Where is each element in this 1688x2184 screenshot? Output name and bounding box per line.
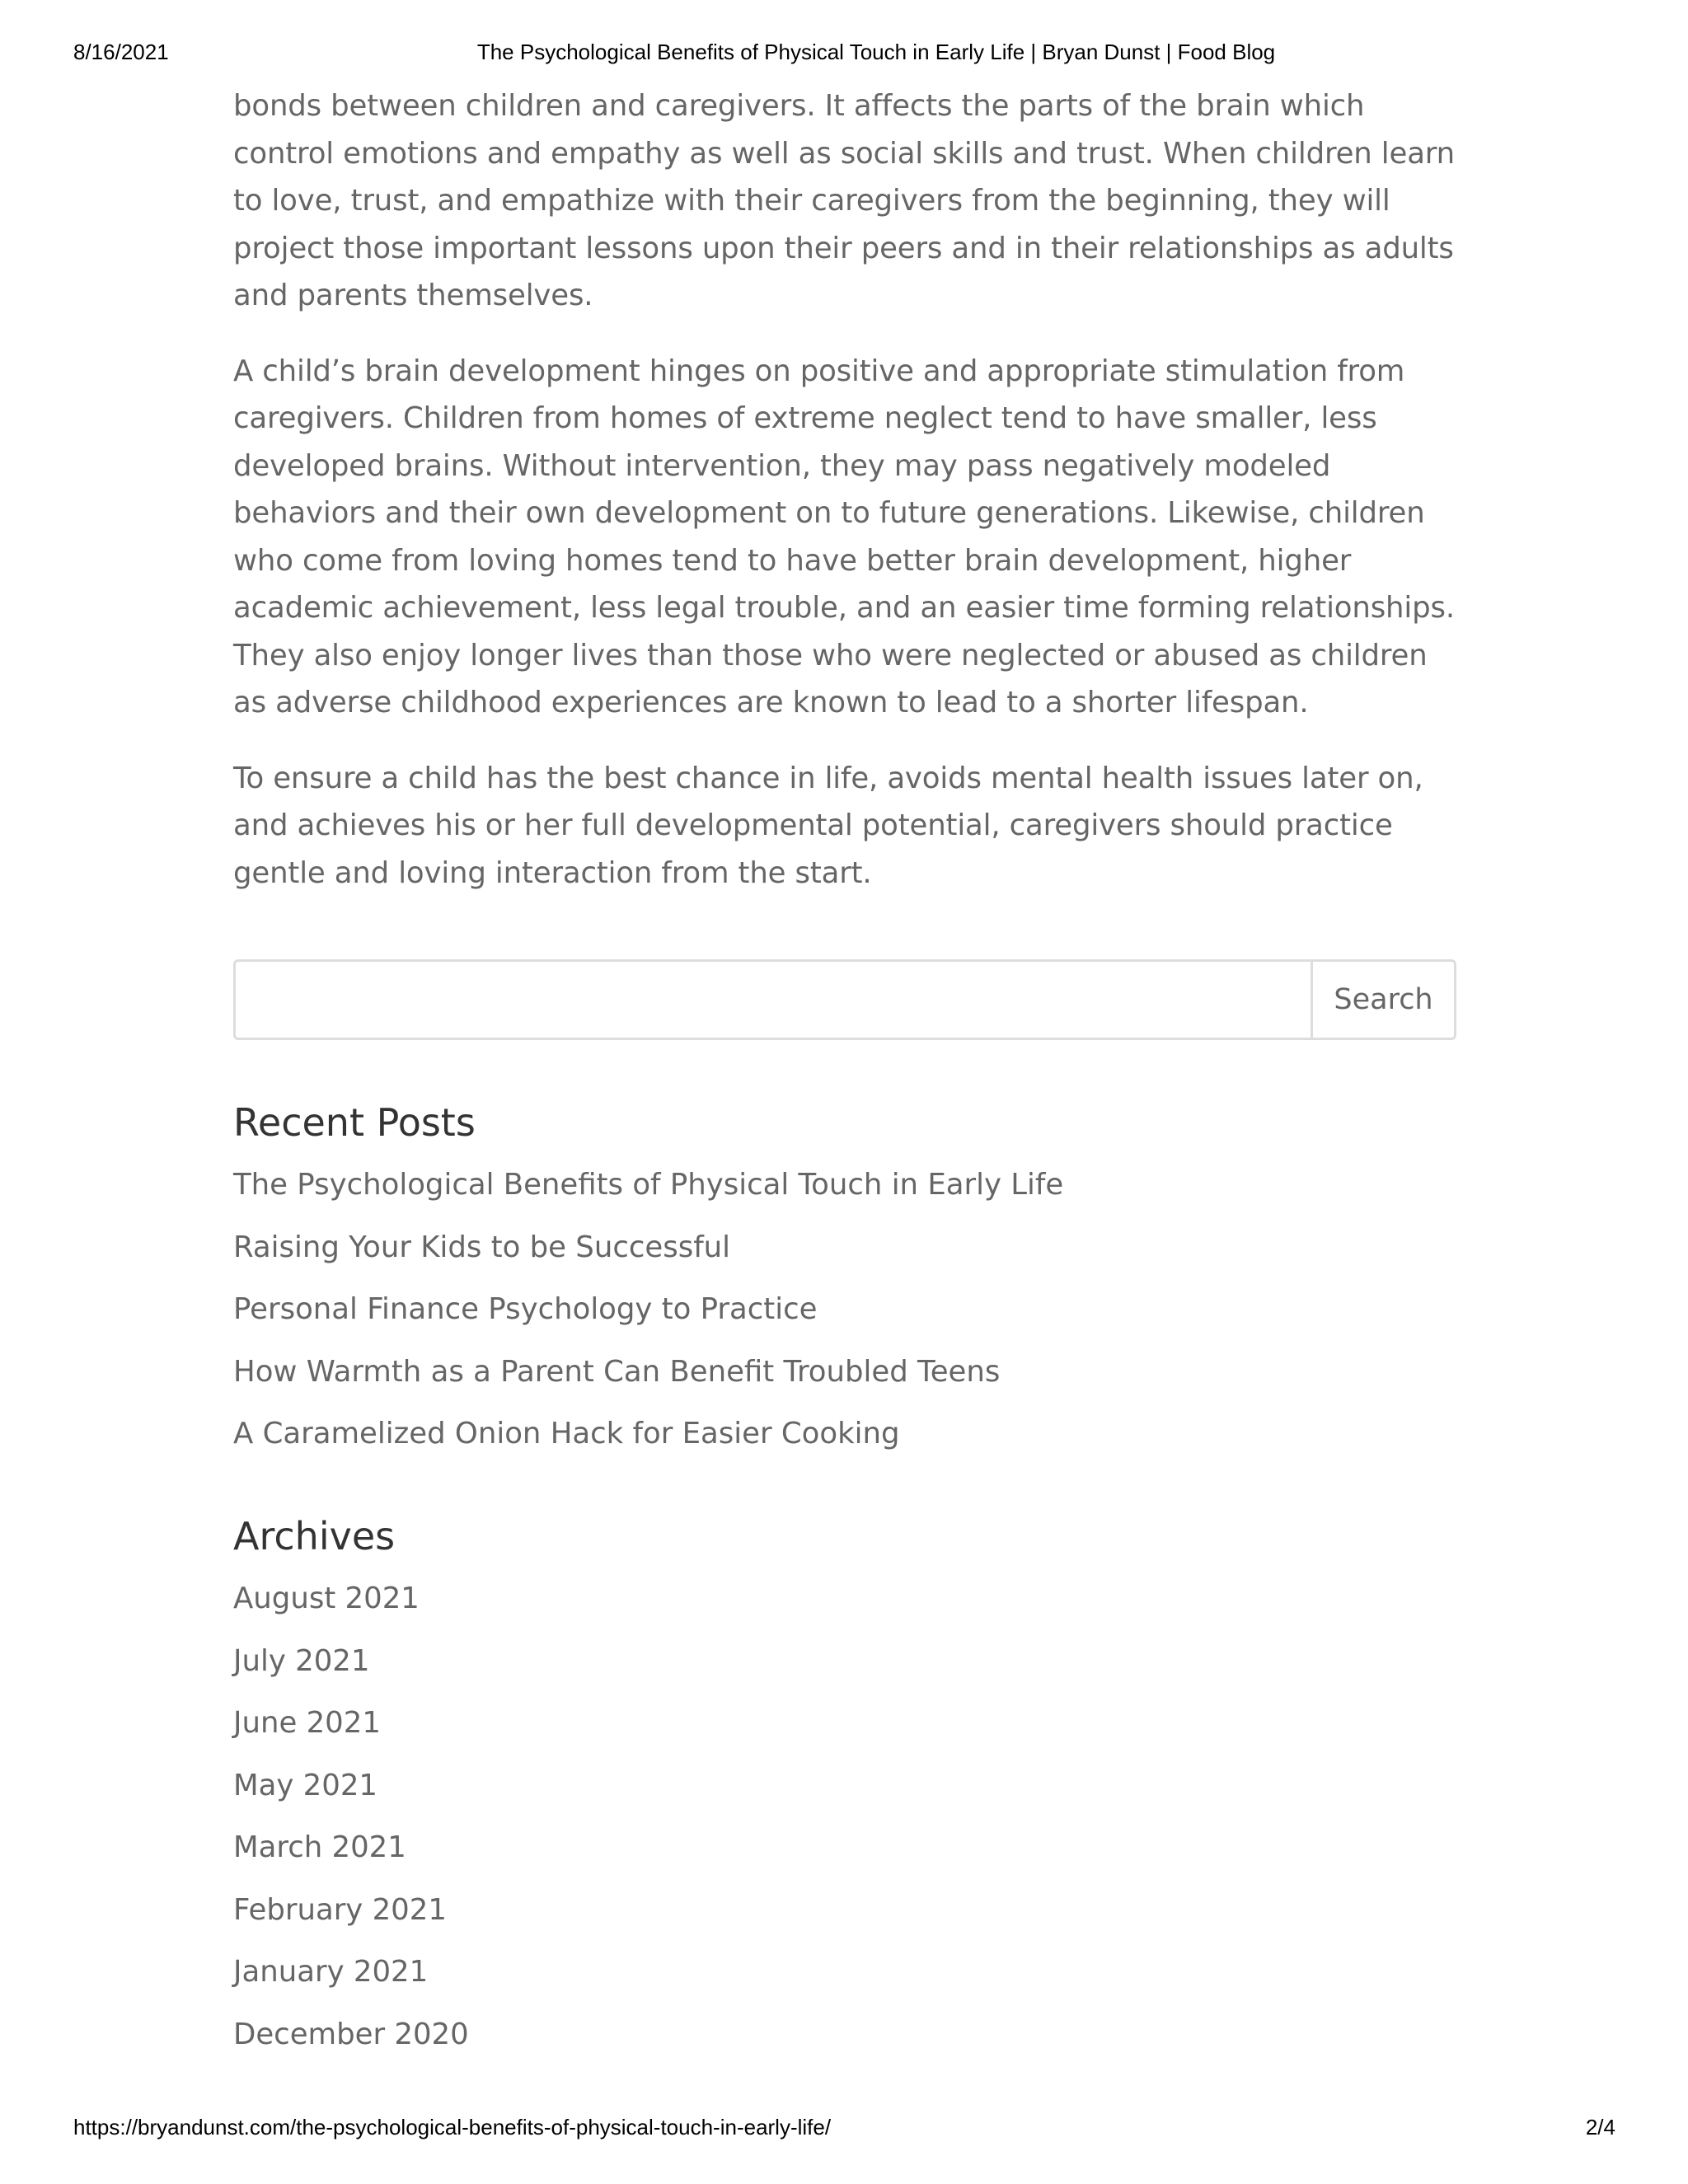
list-item xyxy=(233,1568,1461,1630)
archive-link[interactable]: February 2021 xyxy=(233,1892,447,1927)
list-item xyxy=(233,1692,1461,1755)
recent-post-link[interactable]: How Warmth as a Parent Can Benefit Troubled Teens xyxy=(233,1354,1001,1389)
article-paragraph: To ensure a child has the best chance in life, avoids mental health issues later on, and achieves his or her full developmental potential, caregivers should practice gentle and loving interaction from the start. xyxy=(233,761,1423,890)
archives-heading: Archives xyxy=(233,1514,396,1558)
archive-link[interactable]: March 2021 xyxy=(233,1830,406,1864)
print-page-title: The Psychological Benefits of Physical Touch in Early Life | Bryan Dunst | Food Blog xyxy=(476,40,1276,64)
list-item xyxy=(233,1154,1461,1216)
list-item xyxy=(233,2004,1461,2066)
article-paragraph: bonds between children and caregivers. It affects the parts of the brain which control emotions and empathy as well as social skills and trust. When children learn to love, trust, and empathize with their caregivers from the beginning, they will project those important lessons upon their peers and in their relationships as adults and parents themselves. xyxy=(233,89,1455,312)
recent-posts-list xyxy=(233,1154,1461,1465)
article-paragraph: A child’s brain development hinges on positive and appropriate stimulation from caregivers. Children from homes of extreme neglect tend to have smaller, less developed brains. Without intervention, they may pass negatively modeled behaviors and their own development on to future generations. Likewise, children who come from loving homes tend to have better brain development, higher academic achievement, less legal trouble, and an easier time forming relationships. They also enjoy longer lives than those who were neglected or abused as children as adverse childhood experiences are known to lead to a shorter lifespan. xyxy=(233,354,1455,719)
recent-post-link[interactable]: A Caramelized Onion Hack for Easier Cooking xyxy=(233,1417,900,1451)
recent-post-link[interactable]: Raising Your Kids to be Successful xyxy=(233,1230,731,1264)
recent-post-link[interactable]: Personal Finance Psychology to Practice xyxy=(233,1292,818,1326)
recent-posts-widget xyxy=(233,1098,1461,1465)
list-item xyxy=(233,1630,1461,1693)
archive-link[interactable]: July 2021 xyxy=(233,1643,370,1678)
list-item xyxy=(233,1216,1461,1279)
search-input[interactable] xyxy=(236,962,1311,1038)
archive-link[interactable]: June 2021 xyxy=(233,1706,381,1740)
list-item xyxy=(233,1879,1461,1942)
recent-posts-heading: Recent Posts xyxy=(233,1100,476,1145)
print-url: https://bryandunst.com/the-psychological-benefits-of-physical-touch-in-early-life/ xyxy=(73,2115,832,2139)
search-form xyxy=(233,959,1456,1040)
list-item xyxy=(233,1341,1461,1404)
page-number: 2/4 xyxy=(1585,2115,1615,2139)
archive-link[interactable]: December 2020 xyxy=(233,2017,469,2051)
print-header xyxy=(0,40,1688,69)
list-item xyxy=(233,1941,1461,2004)
archive-link[interactable]: January 2021 xyxy=(233,1955,429,1989)
list-item xyxy=(233,1755,1461,1817)
print-date: 8/16/2021 xyxy=(73,40,169,64)
list-item xyxy=(233,1816,1461,1879)
archives-list xyxy=(233,1568,1461,2065)
archive-link[interactable]: May 2021 xyxy=(233,1768,378,1802)
list-item xyxy=(233,1278,1461,1341)
recent-post-link[interactable]: The Psychological Benefits of Physical Touch in Early Life xyxy=(233,1168,1064,1202)
list-item xyxy=(233,1403,1461,1465)
search-button[interactable]: Search xyxy=(1311,962,1454,1038)
archive-link[interactable]: August 2021 xyxy=(233,1582,420,1615)
article-content xyxy=(233,82,1461,925)
archives-widget xyxy=(233,1511,1461,2065)
